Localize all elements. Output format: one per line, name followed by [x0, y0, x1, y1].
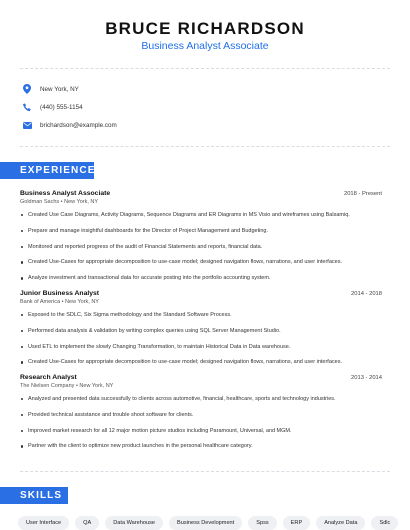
- job-meta: [20, 299, 382, 305]
- list-item: Created Use-Cases for appropriate decomposition to use-case model; designed navigation flows, narrations, and user interfaces.: [20, 359, 382, 375]
- candidate-title: Business Analyst Associate: [141, 40, 269, 52]
- skill-chip: Business Development: [169, 516, 242, 530]
- job-location: New York, NY: [64, 199, 99, 205]
- meta-separator: •: [61, 299, 66, 305]
- divider: [20, 146, 390, 147]
- job-meta: [20, 199, 382, 205]
- job-dates: 2018 - Present: [343, 191, 382, 197]
- contact-email: [22, 116, 117, 134]
- job-role: Business Analyst Associate: [20, 190, 111, 197]
- list-item: Used ETL to implement the slowly Changing Transformation, to maintain Historical Data in Data warehouse.: [20, 344, 382, 360]
- candidate-name: BRUCE RICHARDSON: [105, 19, 305, 38]
- job-bullets: [20, 312, 382, 375]
- job-dates: 2014 - 2018: [351, 291, 382, 297]
- list-item: Monitored and reported progress of the audit of Financial Statements and reports, financial data.: [20, 244, 382, 260]
- skill-chip: QA: [75, 516, 99, 530]
- contact-list: [22, 80, 117, 134]
- contact-phone-text: (440) 555-1154: [40, 103, 83, 111]
- skill-chip: ERP: [283, 516, 311, 530]
- contact-email-text: brichardson@example.com: [40, 121, 117, 129]
- list-item: Analyzed and presented data successfully to clients across automotive, financial, healthcare, sports and technology industries.: [20, 396, 382, 412]
- list-item: Prepare and manage insightful dashboards for the Director of Project Management and Budgeting.: [20, 228, 382, 244]
- job-location: New York, NY: [65, 299, 99, 305]
- job-company: Bank of America: [20, 299, 61, 305]
- skill-chip: Analyze Data: [316, 516, 365, 530]
- job-meta: [20, 383, 382, 389]
- job-role: Research Analyst: [20, 374, 77, 381]
- skills-heading: SKILLS: [0, 487, 68, 504]
- list-item: Created Use Case Diagrams, Activity Diagrams, Sequence Diagrams and ER Diagrams in MS Visio and wireframes using Balsamiq.: [20, 212, 382, 228]
- map-pin-icon: [22, 84, 32, 94]
- list-item: Created Use-Cases for appropriate decomposition to use-case model; designed navigation flows, narrations, and user interfaces.: [20, 259, 382, 275]
- list-item: Exposed to the SDLC, Six Sigma methodology and the Standard Software Process.: [20, 312, 382, 328]
- divider: [20, 471, 390, 472]
- list-item: Partner with the client to optimize new product launches in the personal healthcare category.: [20, 443, 382, 459]
- job-dates: 2013 - 2014: [351, 375, 382, 381]
- contact-location-text: New York, NY: [40, 85, 79, 93]
- list-item: Performed data analysis & validation by writing complex queries using SQL Server Management Studio.: [20, 328, 382, 344]
- job-company: Goldman Sachs: [20, 199, 60, 205]
- divider: [20, 68, 390, 69]
- list-item: Analyze investment and transactional data for accurate posting into the portfolio accounting system.: [20, 275, 382, 291]
- list-item: Improved market research for all 12 major motion picture studios including Paramount, Universal, and MGM.: [20, 428, 382, 444]
- email-icon: [22, 120, 32, 130]
- meta-separator: •: [60, 199, 65, 205]
- contact-location: [22, 80, 117, 98]
- job-role: Junior Business Analyst: [20, 290, 100, 297]
- phone-icon: [22, 102, 32, 112]
- meta-separator: •: [75, 383, 80, 389]
- list-item: Provided technical assistance and trouble shoot software for clients.: [20, 412, 382, 428]
- job-entry: [20, 374, 382, 459]
- experience-heading: EXPERIENCE: [0, 162, 94, 179]
- skill-chip: Data Warehouse: [105, 516, 163, 530]
- job-entry: [20, 290, 382, 375]
- job-bullets: [20, 396, 382, 459]
- skill-chip: Spss: [248, 516, 276, 530]
- skill-chip: Sdlc: [371, 516, 398, 530]
- job-company: The Nielsen Company: [20, 383, 75, 389]
- contact-phone: [22, 98, 117, 116]
- job-entry: [20, 190, 382, 291]
- skill-chip: User Interface: [18, 516, 69, 530]
- job-location: New York, NY: [79, 383, 114, 389]
- job-bullets: [20, 212, 382, 291]
- skills-list: [18, 516, 398, 530]
